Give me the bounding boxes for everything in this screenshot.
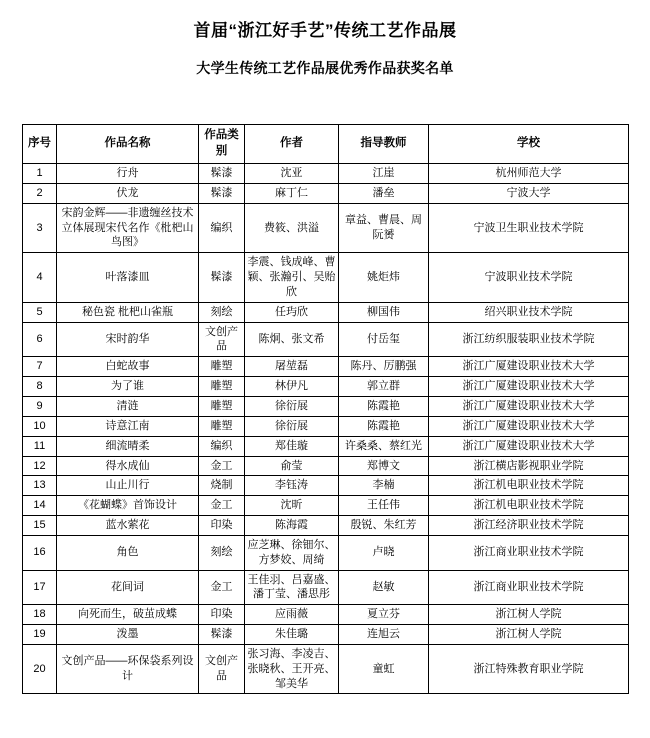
cell-school: 宁波大学 [429,183,629,203]
cell-category: 印染 [199,605,245,625]
cell-author: 郑佳璇 [245,436,339,456]
cell-index: 9 [23,396,57,416]
cell-category: 文创产品 [199,322,245,357]
cell-work-name: 伏龙 [57,183,199,203]
cell-category: 髹漆 [199,253,245,303]
table-row [23,456,629,476]
cell-teacher: 付岳玺 [339,322,429,357]
cell-category: 刻绘 [199,535,245,570]
cell-school: 浙江广厦建设职业技术大学 [429,377,629,397]
cell-author: 李震、钱成峰、曹颖、张瀚引、吴贻欣 [245,253,339,303]
table-row [23,570,629,605]
page-subtitle: 大学生传统工艺作品展优秀作品获奖名单 [196,60,454,76]
cell-author: 林伊凡 [245,377,339,397]
cell-category: 雕塑 [199,396,245,416]
cell-school: 绍兴职业技术学院 [429,302,629,322]
cell-index: 1 [23,164,57,184]
column-header-work: 作品名称 [57,125,199,164]
cell-work-name: 《花蝴蝶》首饰设计 [57,496,199,516]
cell-category: 髹漆 [199,625,245,645]
cell-category: 雕塑 [199,377,245,397]
table-row [23,164,629,184]
cell-author: 陈炯、张文希 [245,322,339,357]
cell-index: 11 [23,436,57,456]
cell-school: 宁波卫生职业技术学院 [429,203,629,253]
cell-work-name: 文创产品——环保袋系列设计 [57,644,199,694]
cell-teacher: 章益、曹晨、周阮赟 [339,203,429,253]
cell-school: 浙江商业职业技术学院 [429,535,629,570]
cell-category: 雕塑 [199,416,245,436]
cell-author: 应芝琳、徐钿尔、方梦姣、周绮 [245,535,339,570]
cell-teacher: 姚炬炜 [339,253,429,303]
cell-work-name: 花间词 [57,570,199,605]
cell-teacher: 夏立芬 [339,605,429,625]
cell-work-name: 得水成仙 [57,456,199,476]
cell-school: 浙江机电职业技术学院 [429,496,629,516]
cell-school: 浙江广厦建设职业技术大学 [429,396,629,416]
cell-teacher: 卢晓 [339,535,429,570]
column-header-author: 作者 [245,125,339,164]
cell-author: 李钰涛 [245,476,339,496]
table-row [23,203,629,253]
cell-index: 17 [23,570,57,605]
table-row [23,535,629,570]
cell-work-name: 诗意江南 [57,416,199,436]
table-row [23,516,629,536]
cell-work-name: 叶落漆皿 [57,253,199,303]
cell-school: 浙江横店影视职业学院 [429,456,629,476]
document-page [0,16,650,738]
cell-author: 麻丁仁 [245,183,339,203]
table-row [23,496,629,516]
cell-school: 浙江树人学院 [429,625,629,645]
table-row [23,322,629,357]
cell-index: 15 [23,516,57,536]
cell-work-name: 蓝水萦花 [57,516,199,536]
cell-index: 6 [23,322,57,357]
cell-index: 19 [23,625,57,645]
cell-teacher: 郑博文 [339,456,429,476]
cell-teacher: 江崖 [339,164,429,184]
cell-school: 浙江广厦建设职业技术大学 [429,416,629,436]
cell-category: 文创产品 [199,644,245,694]
cell-work-name: 角色 [57,535,199,570]
cell-index: 16 [23,535,57,570]
page-title: 首届“浙江好手艺”传统工艺作品展 [193,21,457,40]
table-row [23,377,629,397]
table-row [23,302,629,322]
cell-teacher: 童虹 [339,644,429,694]
cell-category: 金工 [199,456,245,476]
cell-school: 浙江广厦建设职业技术大学 [429,436,629,456]
cell-work-name: 宋韵金辉——非遗缠丝技术立体展现宋代名作《枇杷山鸟图》 [57,203,199,253]
cell-author: 屠堃磊 [245,357,339,377]
cell-author: 任玙欣 [245,302,339,322]
table-row [23,625,629,645]
cell-author: 俞莹 [245,456,339,476]
cell-index: 2 [23,183,57,203]
cell-author: 张习海、李凌吉、张晓秋、王开亮、邹美华 [245,644,339,694]
cell-work-name: 细流晴柔 [57,436,199,456]
cell-school: 浙江广厦建设职业技术大学 [429,357,629,377]
cell-teacher: 郭立群 [339,377,429,397]
cell-category: 编织 [199,436,245,456]
cell-author: 陈海霞 [245,516,339,536]
cell-author: 朱佳璐 [245,625,339,645]
cell-author: 应雨薇 [245,605,339,625]
cell-work-name: 山止川行 [57,476,199,496]
cell-index: 3 [23,203,57,253]
cell-teacher: 殷锐、朱红芳 [339,516,429,536]
table-row [23,183,629,203]
column-header-category: 作品类别 [199,125,245,164]
table-row [23,436,629,456]
cell-index: 12 [23,456,57,476]
cell-category: 金工 [199,496,245,516]
cell-school: 浙江经济职业技术学院 [429,516,629,536]
cell-school: 浙江商业职业技术学院 [429,570,629,605]
cell-school: 杭州师范大学 [429,164,629,184]
cell-work-name: 宋时韵华 [57,322,199,357]
cell-author: 徐衍展 [245,396,339,416]
cell-school: 浙江树人学院 [429,605,629,625]
cell-teacher: 陈丹、厉鹏强 [339,357,429,377]
table-header-row [23,125,629,164]
table-body [23,164,629,694]
cell-work-name: 向死而生，破茧成蝶 [57,605,199,625]
cell-index: 14 [23,496,57,516]
cell-index: 18 [23,605,57,625]
table-row [23,644,629,694]
cell-teacher: 赵敏 [339,570,429,605]
cell-work-name: 白蛇故事 [57,357,199,377]
cell-category: 编织 [199,203,245,253]
cell-category: 印染 [199,516,245,536]
cell-category: 髹漆 [199,164,245,184]
cell-category: 雕塑 [199,357,245,377]
table-row [23,605,629,625]
column-header-school: 学校 [429,125,629,164]
cell-category: 金工 [199,570,245,605]
cell-author: 费筱、洪溢 [245,203,339,253]
table-row [23,416,629,436]
cell-teacher: 陈霞艳 [339,396,429,416]
cell-school: 浙江特殊教育职业学院 [429,644,629,694]
cell-teacher: 潘垒 [339,183,429,203]
cell-author: 沈昕 [245,496,339,516]
cell-index: 13 [23,476,57,496]
cell-index: 10 [23,416,57,436]
cell-category: 烧制 [199,476,245,496]
cell-work-name: 泼墨 [57,625,199,645]
cell-work-name: 为了谁 [57,377,199,397]
cell-work-name: 清涟 [57,396,199,416]
cell-index: 20 [23,644,57,694]
cell-index: 8 [23,377,57,397]
cell-author: 徐衍展 [245,416,339,436]
cell-school: 浙江机电职业技术学院 [429,476,629,496]
table-row [23,396,629,416]
cell-index: 5 [23,302,57,322]
cell-teacher: 柳国伟 [339,302,429,322]
cell-author: 王佳羽、吕嘉盛、潘丁莹、潘思彤 [245,570,339,605]
cell-teacher: 王任伟 [339,496,429,516]
cell-category: 刻绘 [199,302,245,322]
cell-school: 宁波职业技术学院 [429,253,629,303]
cell-work-name: 行舟 [57,164,199,184]
cell-category: 髹漆 [199,183,245,203]
cell-school: 浙江纺织服装职业技术学院 [429,322,629,357]
column-header-index: 序号 [23,125,57,164]
cell-index: 7 [23,357,57,377]
table-row [23,476,629,496]
cell-teacher: 李楠 [339,476,429,496]
table-row [23,357,629,377]
cell-teacher: 连旭云 [339,625,429,645]
column-header-teacher: 指导教师 [339,125,429,164]
cell-work-name: 秘色瓷 枇杷山雀瓶 [57,302,199,322]
table-row [23,253,629,303]
cell-teacher: 陈霞艳 [339,416,429,436]
cell-index: 4 [23,253,57,303]
cell-teacher: 许桑桑、蔡红光 [339,436,429,456]
cell-author: 沈亚 [245,164,339,184]
award-list-table [22,124,629,694]
